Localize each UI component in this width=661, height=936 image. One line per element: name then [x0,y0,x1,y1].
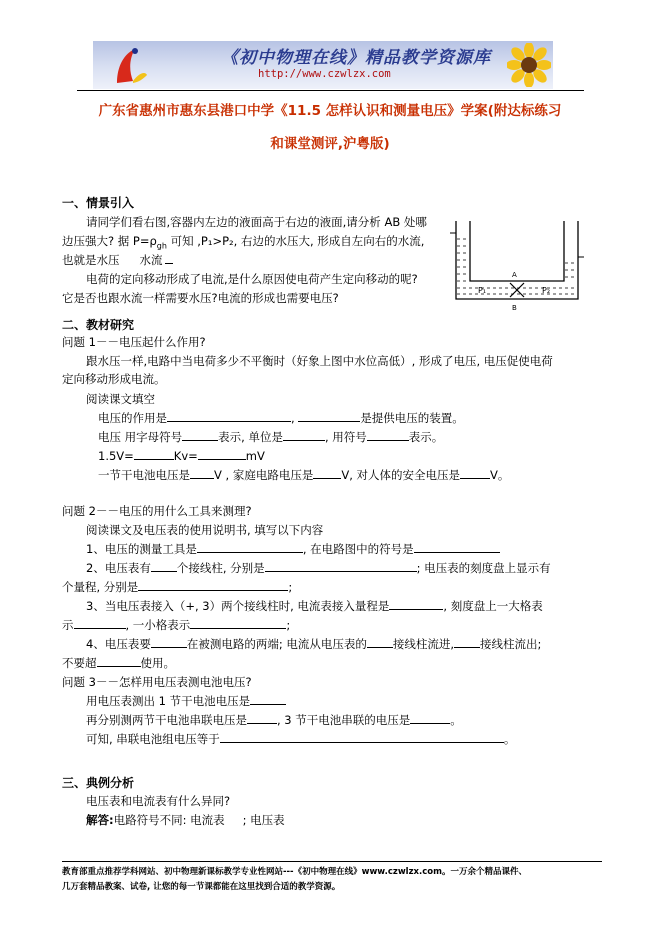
blank[interactable] [298,410,360,422]
document-title-line2: 和课堂测评,沪粤版) [270,136,390,152]
blank[interactable] [367,429,409,441]
blank[interactable] [410,712,450,724]
header-banner [93,41,553,89]
blank[interactable] [74,617,126,629]
blank[interactable] [97,655,141,667]
blank[interactable] [454,636,480,648]
sunflower-icon [507,43,551,87]
blank[interactable] [313,467,341,479]
fill-line: 不要超 使用。 [62,656,175,670]
blank[interactable] [367,636,393,648]
footer-rule [62,861,602,862]
blank[interactable] [134,448,174,460]
blank[interactable] [190,467,214,479]
fill-line: 示 , 一小格表示 ; [62,618,291,632]
blank[interactable] [414,541,500,553]
intro-line: 电荷的定向移动形成了电流,是什么原因使电荷产生定向移动的呢? [86,272,418,286]
section2-heading: 二、教材研究 [62,318,135,332]
fill-line: 1、电压的测量工具是 , 在电路图中的符号是 [86,541,500,557]
blank[interactable] [265,560,417,572]
site-logo-icon [113,45,149,85]
blank[interactable] [220,731,504,743]
blank[interactable] [167,410,291,422]
blank[interactable] [151,560,177,572]
fill-line: 用电压表测出 1 节干电池电压是 [86,693,286,709]
question-1: 问题 1－－电压起什么作用? [62,335,206,349]
question-2: 问题 2－－电压的用什么工具来测理? [62,504,252,518]
section3-heading: 三、典例分析 [62,776,135,790]
blank[interactable] [190,617,286,629]
banner-title: 《初中物理在线》精品教学资源库 [221,48,491,68]
banner-url[interactable]: http://www.czwlzx.com [258,68,391,80]
question-3: 问题 3－－怎样用电压表测电池电压? [62,675,252,689]
header-rule [77,90,584,91]
fill-line: 3、当电压表接入（+, 3）两个接线柱时, 电流表接入量程是 , 刻度盘上一大格表 [86,599,543,613]
section1-heading: 一、情景引入 [62,196,135,210]
example-answer: 解答:电路符号不同: 电流表 ; 电压表 [86,813,285,827]
q1-text: 定向移动形成电流。 [62,372,166,386]
label-p1: P₁ [478,286,487,295]
blank[interactable] [138,579,288,591]
blank[interactable] [151,636,187,648]
fill-line: 个量程, 分别是 ; [62,580,293,594]
reading-prompt: 阅读课文及电压表的使用说明书, 填写以下内容 [86,523,324,537]
u-tube-diagram [448,219,586,313]
blank[interactable] [283,429,325,441]
footer-line2: 几万套精品教案、试卷, 让您的每一节课都能在这里找到合适的教学资源。 [62,882,341,892]
fill-line: 4、电压表要 在被测电路的两端; 电流从电压表的 接线柱流进, 接线柱流出; [86,637,542,651]
intro-line: 边压强大? 据 $P=\rho_{gh}$ 可知 ,P₁>P₂, 右边的水压大, 形成自左向右的水流, [62,234,425,251]
fill-line: 再分别测两节干电池串联电压是 , 3 节干电池串联的电压是 。 [86,713,462,727]
intro-line: 它是否也跟水流一样需要水压?电流的形成也需要电压? [62,291,339,305]
blank[interactable] [182,429,218,441]
fill-line: 1.5V= Kv= mV [98,449,265,463]
label-a: A [512,271,517,279]
blank[interactable] [247,712,277,724]
label-b: B [512,304,517,312]
blank[interactable] [250,693,286,705]
fill-line: 电压 用字母符号 表示, 单位是 , 用符号 表示。 [98,430,444,444]
intro-line: 请同学们看右图,容器内左边的液面高于右边的液面,请分析 AB 处哪 [86,215,427,229]
fill-line: 可知, 串联电池组电压等于 。 [86,732,516,746]
intro-line: 也就是水压 水流 [62,252,173,268]
blank[interactable] [389,598,443,610]
example-question: 电压表和电流表有什么异同? [86,794,231,808]
fill-line: 一节干电池电压是 V , 家庭电路电压是 V, 对人体的安全电压是 V。 [98,468,510,482]
blank[interactable] [460,467,490,479]
q1-text: 跟水压一样,电路中当电荷多少不平衡时（好象上图中水位高低）, 形成了电压, 电压促使电荷 [86,354,553,368]
footer-line1: 教育部重点推荐学科网站、初中物理新课标教学专业性网站---《初中物理在线》www.czwlzx.com。一万余个精品课件、 [62,867,527,877]
fill-line: 电压的作用是 , 是提供电压的装置。 [98,411,464,425]
fill-line: 2、电压表有 个接线柱, 分别是 ; 电压表的刻度盘上显示有 [86,561,551,575]
blank[interactable] [197,541,303,553]
document-title-line1: 广东省惠州市惠东县港口中学《11.5 怎样认识和测量电压》学案(附达标练习 [98,103,562,119]
blank[interactable] [198,448,246,460]
label-p2: P₂ [542,286,551,295]
reading-prompt: 阅读课文填空 [86,392,155,406]
